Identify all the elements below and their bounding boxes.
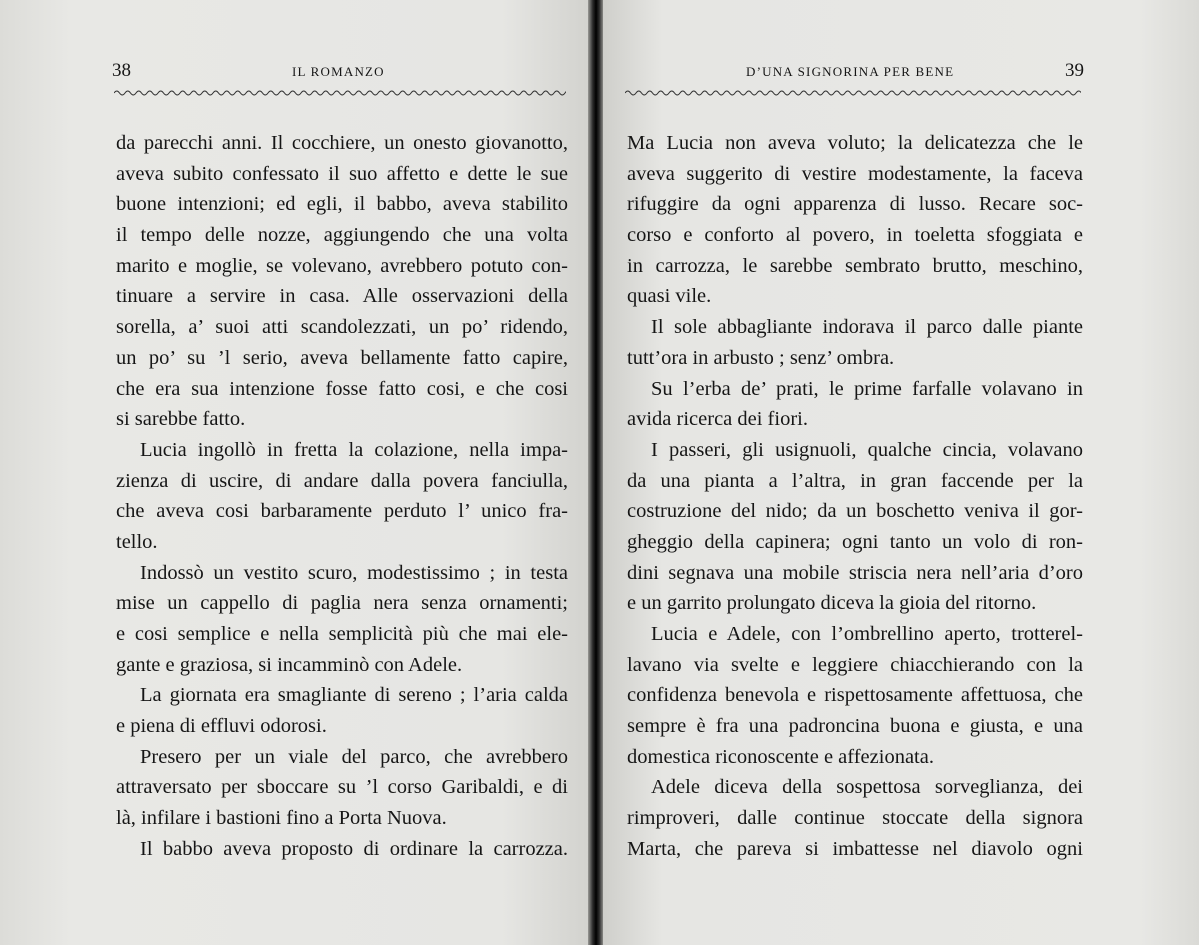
text-line: mise un cappello di paglia nera senza ornamenti; — [116, 592, 568, 615]
text-line: costruzione del nido; da un boschetto veniva il gor- — [627, 500, 1083, 523]
text-line: in carrozza, le sarebbe sembrato brutto, meschino, — [627, 254, 1083, 277]
left-page — [0, 0, 590, 945]
running-title: D’UNA SIGNORINA PER BENE — [746, 64, 955, 79]
text-line: rifuggire da ogni apparenza di lusso. Recare soc- — [627, 193, 1083, 216]
text-line: che era sua intenzione fosse fatto cosi, e che cosi — [116, 377, 568, 400]
page-number: 39 — [1065, 60, 1084, 81]
text-line: La giornata era smagliante di sereno ; l’aria calda — [140, 684, 568, 707]
text-line: tello. — [116, 530, 158, 553]
text-line: aveva subito confessato il suo affetto e dette le sue — [116, 162, 568, 185]
text-line: da una pianta a l’altra, in gran faccende per la — [627, 469, 1083, 492]
text-line: Il sole abbagliante indorava il parco dalle piante — [651, 316, 1083, 339]
text-line: là, infilare i bastioni fino a Porta Nuova. — [116, 807, 447, 830]
text-line: gheggio della capinera; ogni tanto un volo di ron- — [627, 530, 1083, 553]
text-line: un po’ su ’l serio, aveva bellamente fatto capire, — [116, 346, 568, 369]
text-line: zienza di uscire, di andare dalla povera fanciulla, — [116, 469, 568, 492]
text-line: Lucia ingollò in fretta la colazione, nella impa- — [140, 438, 568, 461]
page-number: 38 — [112, 60, 131, 81]
text-line: e cosi semplice e nella semplicità più che mai ele- — [116, 623, 568, 645]
text-line: sorella, a’ suoi atti scandolezzati, un po’ ridendo, — [116, 316, 568, 339]
text-line: rimproveri, dalle continue stoccate della signora — [627, 807, 1083, 830]
text-line: Ma Lucia non aveva voluto; la delicatezza che le — [627, 132, 1083, 154]
text-line: Lucia e Adele, con l’ombrellino aperto, trotterel- — [651, 623, 1083, 645]
text-line: quasi vile. — [627, 285, 712, 308]
text-line: I passeri, gli usignuoli, qualche cincia, volavano — [651, 438, 1083, 461]
text-line: Adele diceva della sospettosa sorveglianza, dei — [651, 776, 1083, 799]
text-line: e piena di effluvi odorosi. — [116, 715, 327, 738]
text-line: gante e graziosa, si incamminò con Adele. — [116, 653, 463, 676]
text-line: marito e moglie, se volevano, avrebbero potuto con- — [116, 254, 568, 277]
left-page-header — [0, 60, 590, 84]
text-line: Marta, che pareva si imbattesse nel diavolo ogni — [627, 837, 1083, 860]
text-line: il tempo delle nozze, aggiungendo che una volta — [116, 224, 568, 247]
running-title: IL ROMANZO — [292, 64, 385, 79]
text-line: buone intenzioni; ed egli, il babbo, aveva stabilito — [116, 193, 568, 216]
book-gutter — [588, 0, 604, 945]
right-page-header — [603, 60, 1199, 84]
text-line: domestica riconoscente e affezionata. — [627, 745, 934, 768]
text-line: sempre è fra una padroncina buona e giusta, e una — [627, 715, 1083, 738]
text-line: si sarebbe fatto. — [116, 408, 246, 431]
text-line: Indossò un vestito scuro, modestissimo ; in testa — [140, 561, 568, 584]
wavy-rule-ornament — [625, 86, 1081, 100]
text-line: Su l’erba de’ prati, le prime farfalle volavano in — [651, 377, 1083, 400]
text-line: da parecchi anni. Il cocchiere, un onesto giovanotto, — [116, 132, 568, 154]
text-line: tinuare a servire in casa. Alle osservazioni della — [116, 285, 568, 308]
text-line: confidenza benevola e rispettosamente affettuosa, che — [627, 684, 1083, 707]
text-line: lavano via svelte e leggiere chiacchierando con la — [627, 653, 1083, 676]
text-line: attraversato per sboccare su ’l corso Garibaldi, e di — [116, 776, 568, 799]
text-line: che aveva cosi barbaramente perduto l’ unico fra- — [116, 500, 568, 523]
text-line: dini segnava una mobile striscia nera nell’aria d’oro — [627, 561, 1083, 584]
right-page — [603, 0, 1199, 945]
text-line: e un garrito prolungato diceva la gioia del ritorno. — [627, 592, 1037, 615]
text-line: avida ricerca dei fiori. — [627, 408, 808, 431]
text-line: Presero per un viale del parco, che avrebbero — [140, 745, 568, 768]
text-line: corso e conforto al povero, in toeletta sfoggiata e — [627, 224, 1083, 247]
text-line: tutt’ora in arbusto ; senz’ ombra. — [627, 346, 895, 369]
text-line: Il babbo aveva proposto di ordinare la carrozza. — [140, 837, 568, 860]
left-page-text — [116, 128, 568, 865]
text-line: aveva suggerito di vestire modestamente, la faceva — [627, 162, 1083, 185]
right-page-text — [627, 128, 1083, 865]
wavy-rule-ornament — [114, 86, 566, 100]
